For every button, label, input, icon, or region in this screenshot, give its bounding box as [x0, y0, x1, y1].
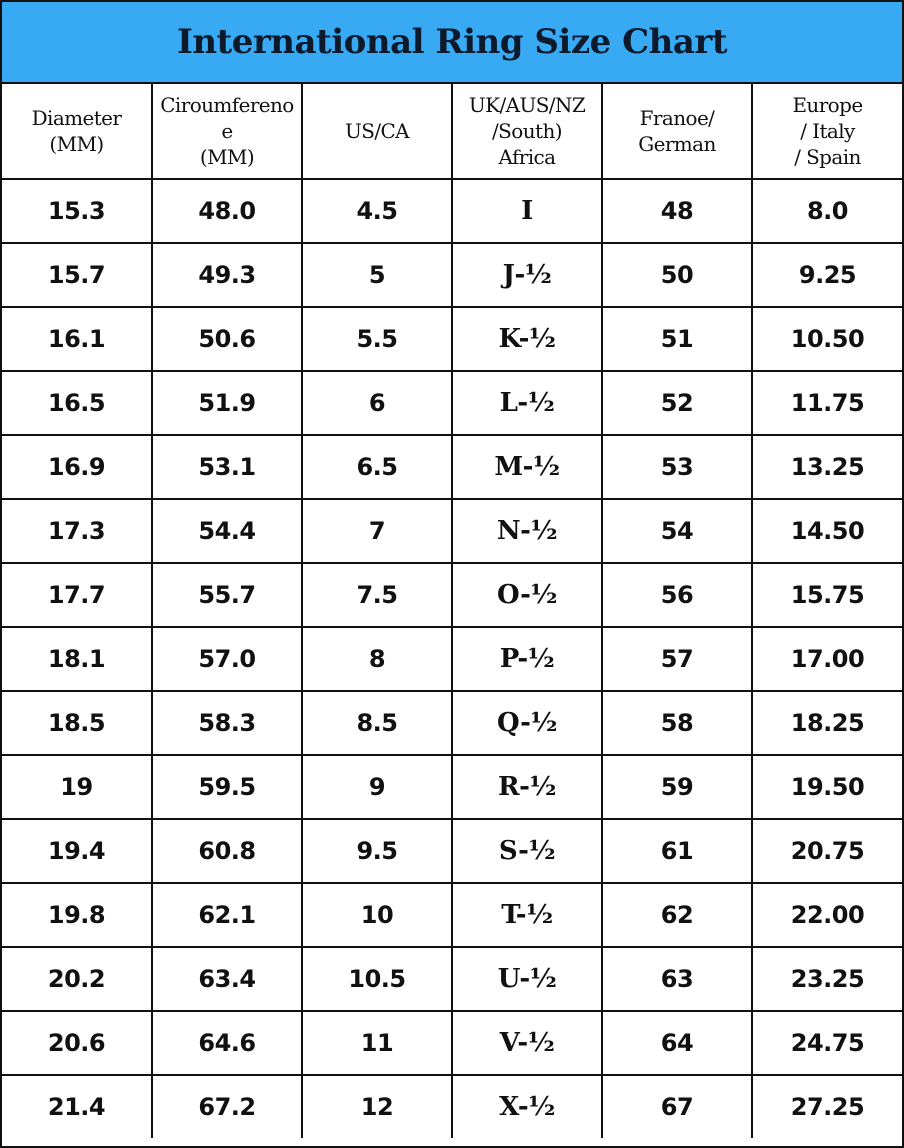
diameter-cell: 19.4 [2, 819, 152, 883]
uk-size-cell: U-½ [452, 947, 602, 1011]
circumference-cell: 67.2 [152, 1075, 302, 1138]
table-row [2, 819, 902, 883]
us-ca-cell: 5 [302, 243, 452, 307]
circumference-cell: 55.7 [152, 563, 302, 627]
table-row [2, 371, 902, 435]
table-row [2, 627, 902, 691]
france-germany-cell: 54 [602, 499, 752, 563]
france-germany-cell: 62 [602, 883, 752, 947]
diameter-cell: 15.7 [2, 243, 152, 307]
france-germany-cell: 48 [602, 179, 752, 243]
france-germany-cell: 64 [602, 1011, 752, 1075]
france-germany-cell: 52 [602, 371, 752, 435]
diameter-cell: 18.1 [2, 627, 152, 691]
uk-size-cell: K-½ [452, 307, 602, 371]
diameter-cell: 16.1 [2, 307, 152, 371]
table-row [2, 179, 902, 243]
uk-size-cell: L-½ [452, 371, 602, 435]
europe-size-cell: 11.75 [752, 371, 902, 435]
diameter-cell: 17.3 [2, 499, 152, 563]
us-ca-cell: 6.5 [302, 435, 452, 499]
uk-size-cell: I [452, 179, 602, 243]
europe-size-cell: 22.00 [752, 883, 902, 947]
europe-size-cell: 8.0 [752, 179, 902, 243]
france-germany-cell: 59 [602, 755, 752, 819]
us-ca-cell: 7.5 [302, 563, 452, 627]
table-row [2, 435, 902, 499]
table-row [2, 307, 902, 371]
ring-size-table [2, 84, 902, 1138]
us-ca-cell: 11 [302, 1011, 452, 1075]
europe-size-cell: 20.75 [752, 819, 902, 883]
table-row [2, 243, 902, 307]
table-row [2, 947, 902, 1011]
france-germany-cell: 63 [602, 947, 752, 1011]
france-germany-cell: 50 [602, 243, 752, 307]
circumference-cell: 62.1 [152, 883, 302, 947]
column-header-us-ca: US/CA [302, 84, 452, 179]
france-germany-cell: 57 [602, 627, 752, 691]
column-header-europe-italy-spain: Europe / Italy / Spain [752, 84, 902, 179]
column-header-circumference: Ciroumfereno e (MM) [152, 84, 302, 179]
circumference-cell: 64.6 [152, 1011, 302, 1075]
diameter-cell: 20.2 [2, 947, 152, 1011]
europe-size-cell: 10.50 [752, 307, 902, 371]
europe-size-cell: 18.25 [752, 691, 902, 755]
europe-size-cell: 15.75 [752, 563, 902, 627]
diameter-cell: 16.5 [2, 371, 152, 435]
circumference-cell: 59.5 [152, 755, 302, 819]
uk-size-cell: S-½ [452, 819, 602, 883]
uk-size-cell: O-½ [452, 563, 602, 627]
uk-size-cell: P-½ [452, 627, 602, 691]
france-germany-cell: 53 [602, 435, 752, 499]
diameter-cell: 16.9 [2, 435, 152, 499]
chart-title: International Ring Size Chart [176, 22, 728, 62]
circumference-cell: 58.3 [152, 691, 302, 755]
column-header-france-germany: Franoe/ German [602, 84, 752, 179]
column-header-uk-aus-nz-south-africa: UK/AUS/NZ /South) Africa [452, 84, 602, 179]
europe-size-cell: 23.25 [752, 947, 902, 1011]
us-ca-cell: 4.5 [302, 179, 452, 243]
diameter-cell: 17.7 [2, 563, 152, 627]
us-ca-cell: 10 [302, 883, 452, 947]
us-ca-cell: 9.5 [302, 819, 452, 883]
circumference-cell: 63.4 [152, 947, 302, 1011]
table-row [2, 563, 902, 627]
circumference-cell: 57.0 [152, 627, 302, 691]
europe-size-cell: 13.25 [752, 435, 902, 499]
us-ca-cell: 8.5 [302, 691, 452, 755]
circumference-cell: 54.4 [152, 499, 302, 563]
header-row [2, 84, 902, 179]
uk-size-cell: V-½ [452, 1011, 602, 1075]
uk-size-cell: R-½ [452, 755, 602, 819]
france-germany-cell: 51 [602, 307, 752, 371]
diameter-cell: 21.4 [2, 1075, 152, 1138]
diameter-cell: 18.5 [2, 691, 152, 755]
uk-size-cell: X-½ [452, 1075, 602, 1138]
table-row [2, 691, 902, 755]
column-header-diameter: Diameter (MM) [2, 84, 152, 179]
uk-size-cell: Q-½ [452, 691, 602, 755]
uk-size-cell: M-½ [452, 435, 602, 499]
table-row [2, 755, 902, 819]
circumference-cell: 53.1 [152, 435, 302, 499]
europe-size-cell: 17.00 [752, 627, 902, 691]
uk-size-cell: J-½ [452, 243, 602, 307]
france-germany-cell: 61 [602, 819, 752, 883]
europe-size-cell: 14.50 [752, 499, 902, 563]
us-ca-cell: 8 [302, 627, 452, 691]
circumference-cell: 60.8 [152, 819, 302, 883]
uk-size-cell: N-½ [452, 499, 602, 563]
circumference-cell: 49.3 [152, 243, 302, 307]
france-germany-cell: 58 [602, 691, 752, 755]
table-header [2, 84, 902, 179]
diameter-cell: 15.3 [2, 179, 152, 243]
france-germany-cell: 56 [602, 563, 752, 627]
table-row [2, 1075, 902, 1138]
us-ca-cell: 10.5 [302, 947, 452, 1011]
europe-size-cell: 24.75 [752, 1011, 902, 1075]
circumference-cell: 51.9 [152, 371, 302, 435]
europe-size-cell: 27.25 [752, 1075, 902, 1138]
table-row [2, 883, 902, 947]
us-ca-cell: 7 [302, 499, 452, 563]
us-ca-cell: 6 [302, 371, 452, 435]
title-bar [2, 2, 902, 84]
table-row [2, 499, 902, 563]
circumference-cell: 50.6 [152, 307, 302, 371]
diameter-cell: 20.6 [2, 1011, 152, 1075]
table-row [2, 1011, 902, 1075]
circumference-cell: 48.0 [152, 179, 302, 243]
europe-size-cell: 9.25 [752, 243, 902, 307]
diameter-cell: 19.8 [2, 883, 152, 947]
table-body [2, 179, 902, 1138]
us-ca-cell: 5.5 [302, 307, 452, 371]
us-ca-cell: 9 [302, 755, 452, 819]
europe-size-cell: 19.50 [752, 755, 902, 819]
france-germany-cell: 67 [602, 1075, 752, 1138]
diameter-cell: 19 [2, 755, 152, 819]
uk-size-cell: T-½ [452, 883, 602, 947]
us-ca-cell: 12 [302, 1075, 452, 1138]
